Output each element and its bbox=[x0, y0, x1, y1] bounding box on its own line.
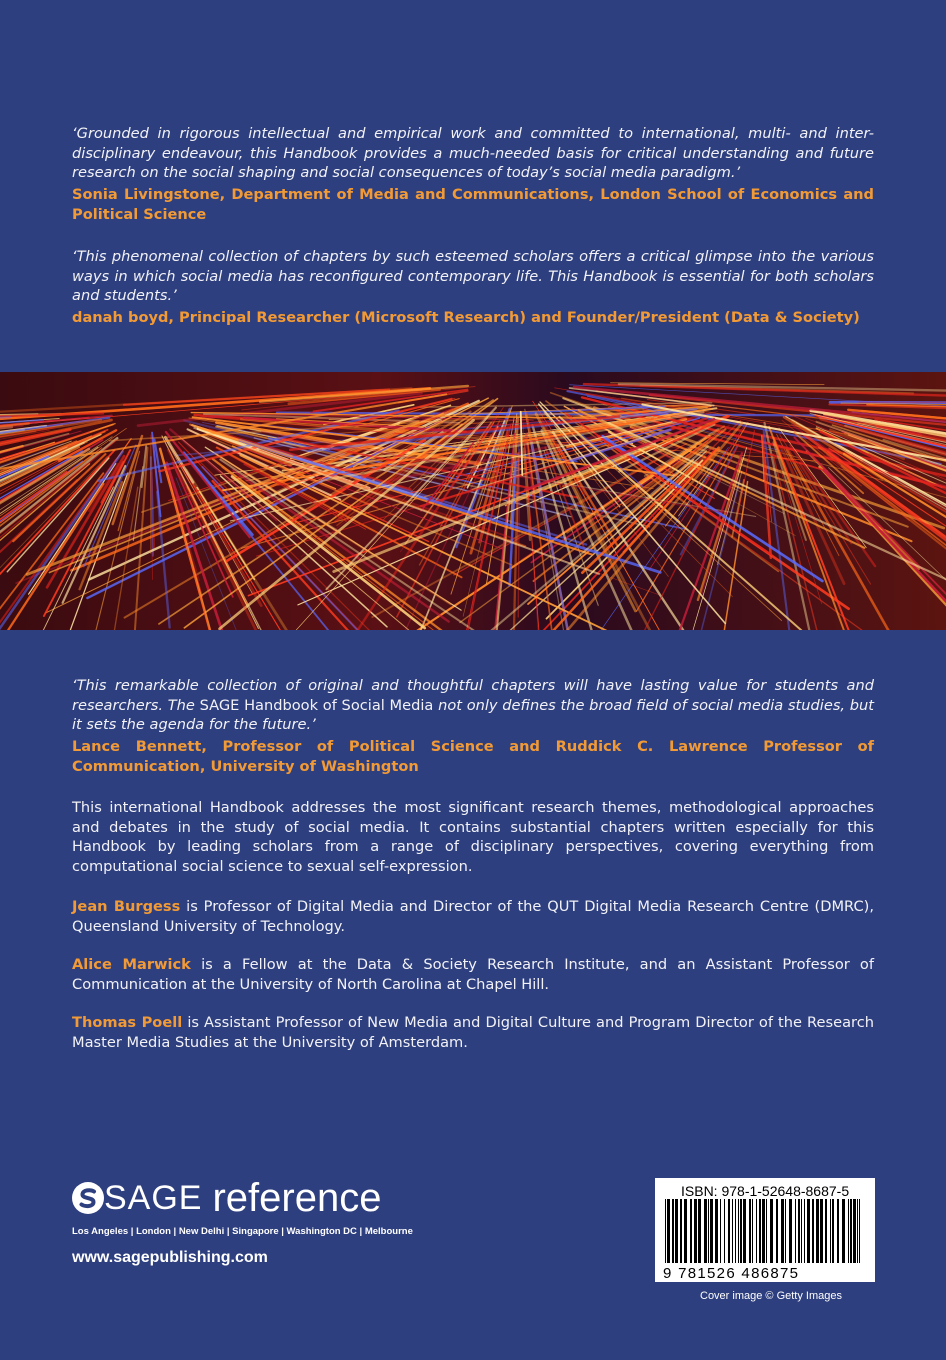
quote-text: ‘This phenomenal collection of chapters by such esteemed scholars offers a critical glimpse into the various ways in which social media has reconfigured contemporary life. This Handbook is essential for both scholars and students.’ bbox=[72, 248, 874, 305]
logo-sage: SAGE bbox=[104, 1179, 203, 1217]
barcode-bar bbox=[781, 1199, 784, 1263]
editor-bio bbox=[72, 1013, 874, 1052]
barcode-bar bbox=[801, 1199, 802, 1263]
editor-name: Thomas Poell bbox=[72, 1014, 183, 1031]
sage-s-icon bbox=[72, 1182, 104, 1214]
isbn-label: ISBN: 978-1-52648-8687-5 bbox=[681, 1183, 850, 1199]
barcode-bar bbox=[795, 1199, 796, 1263]
barcode-bar bbox=[770, 1199, 773, 1263]
barcode-bar bbox=[776, 1199, 778, 1263]
barcode-bar bbox=[752, 1199, 753, 1263]
barcode-bar bbox=[749, 1199, 751, 1263]
barcode-bar bbox=[720, 1199, 721, 1263]
editor-bio bbox=[72, 955, 874, 994]
barcode-bar bbox=[698, 1199, 701, 1263]
barcode-bar bbox=[740, 1199, 742, 1263]
barcode-bar bbox=[694, 1199, 697, 1263]
editor-name: Alice Marwick bbox=[72, 956, 191, 973]
book-description bbox=[72, 798, 874, 876]
publisher-cities: Los Angeles | London | New Delhi | Singapore | Washington DC | Melbourne bbox=[72, 1226, 413, 1237]
light-streaks-image bbox=[0, 372, 946, 630]
light-streak bbox=[157, 492, 169, 628]
logo-reference: reference bbox=[212, 1176, 382, 1220]
quote-text: ‘Grounded in rigorous intellectual and empirical work and committed to international, multi- and inter-disciplinary endeavour, this Handbook provides a much-needed basis for critical understanding and future research on the social shaping and social consequences of today’s social media paradigm.’ bbox=[72, 125, 874, 182]
barcode-bar bbox=[715, 1199, 718, 1263]
editor-name: Jean Burgess bbox=[72, 898, 181, 915]
barcode-bar bbox=[667, 1199, 670, 1263]
bio-text bbox=[72, 1013, 874, 1052]
quote-text bbox=[72, 676, 874, 735]
barcode-bar bbox=[825, 1199, 827, 1263]
barcode-bar bbox=[684, 1199, 687, 1263]
barcode-bar bbox=[690, 1199, 692, 1263]
barcode-bar bbox=[708, 1199, 709, 1263]
barcode-bar bbox=[710, 1199, 713, 1263]
barcode-bar bbox=[807, 1199, 810, 1263]
book-title: SAGE Handbook of Social Media bbox=[199, 696, 434, 714]
barcode-bar bbox=[743, 1199, 746, 1263]
barcode-bar bbox=[804, 1199, 805, 1263]
barcode-bar bbox=[732, 1199, 733, 1263]
barcode-bars bbox=[663, 1199, 867, 1265]
barcode-bar bbox=[785, 1199, 786, 1263]
barcode-bar bbox=[842, 1199, 845, 1263]
barcode-bar bbox=[759, 1199, 761, 1263]
publisher-logo bbox=[72, 1178, 432, 1267]
barcode-bar bbox=[830, 1199, 831, 1263]
editor-bio bbox=[72, 897, 874, 936]
barcode-bar bbox=[728, 1199, 730, 1263]
editor-bio-text: is Assistant Professor of New Media and Digital Culture and Program Director of the Research Master Media Studies at the University of Amsterdam. bbox=[72, 1014, 874, 1051]
barcode-bar bbox=[850, 1199, 852, 1263]
barcode-bar bbox=[738, 1199, 739, 1263]
barcode-bar bbox=[675, 1199, 678, 1263]
barcode-bar bbox=[789, 1199, 792, 1263]
quote-attribution: Sonia Livingstone, Department of Media and Communications, London School of Economics and Political Science bbox=[72, 185, 874, 223]
barcode-bar bbox=[853, 1199, 856, 1263]
light-streak bbox=[521, 412, 523, 475]
editor-bio-text: is Professor of Digital Media and Director of the QUT Digital Media Research Centre (DMRC), Queensland University of Technology. bbox=[72, 898, 874, 935]
bio-text bbox=[72, 897, 874, 936]
barcode-bar bbox=[704, 1199, 707, 1263]
barcode-bar bbox=[857, 1199, 858, 1263]
description-text: This international Handbook addresses the most significant research themes, methodological approaches and debates in the study of social media. It contains substantial chapters written especially for this Handbook by leading scholars from a range of disciplinary perspectives, covering everything from computational social science to sexual self-expression. bbox=[72, 799, 874, 875]
barcode-bar bbox=[756, 1199, 757, 1263]
barcode-bar bbox=[848, 1199, 849, 1263]
barcode-bar bbox=[762, 1199, 765, 1263]
barcode-bar bbox=[766, 1199, 767, 1263]
cover-image-band bbox=[0, 372, 946, 630]
quote-boyd bbox=[72, 247, 874, 328]
barcode-bar bbox=[832, 1199, 834, 1263]
publisher-url: www.sagepublishing.com bbox=[72, 1249, 268, 1266]
barcode-bar bbox=[680, 1199, 682, 1263]
isbn-barcode bbox=[655, 1178, 875, 1282]
barcode-bar bbox=[816, 1199, 819, 1263]
barcode-bar bbox=[837, 1199, 839, 1263]
barcode-bar bbox=[798, 1199, 800, 1263]
quote-bennett bbox=[72, 676, 874, 777]
quote-text-part: ‘This remarkable collection of original and thoughtful chapters will have lasting value for students and researchers. The bbox=[72, 677, 874, 714]
barcode-bar bbox=[665, 1199, 666, 1263]
barcode-bar bbox=[735, 1199, 736, 1263]
quote-attribution: danah boyd, Principal Researcher (Microsoft Research) and Founder/President (Data & Society) bbox=[72, 308, 860, 326]
quote-livingstone bbox=[72, 124, 874, 225]
barcode-bar bbox=[820, 1199, 823, 1263]
barcode-digits: 9 781526 486875 bbox=[663, 1265, 800, 1282]
barcode-bar bbox=[724, 1199, 725, 1263]
editor-bio-text: is a Fellow at the Data & Society Research Institute, and an Assistant Professor of Communication at the University of North Carolina at Chapel Hill. bbox=[72, 956, 875, 993]
bio-text bbox=[72, 955, 874, 994]
cover-credit: Cover image © Getty Images bbox=[700, 1290, 842, 1302]
quote-attribution: Lance Bennett, Professor of Political Science and Ruddick C. Lawrence Professor of Communication, University of Washington bbox=[72, 737, 874, 775]
quote-text-part: not only defines the broad field of social media studies, but it sets the agenda for the future.’ bbox=[72, 696, 875, 734]
barcode-bar bbox=[812, 1199, 814, 1263]
barcode-bar bbox=[672, 1199, 674, 1263]
barcode-bar bbox=[859, 1199, 860, 1263]
